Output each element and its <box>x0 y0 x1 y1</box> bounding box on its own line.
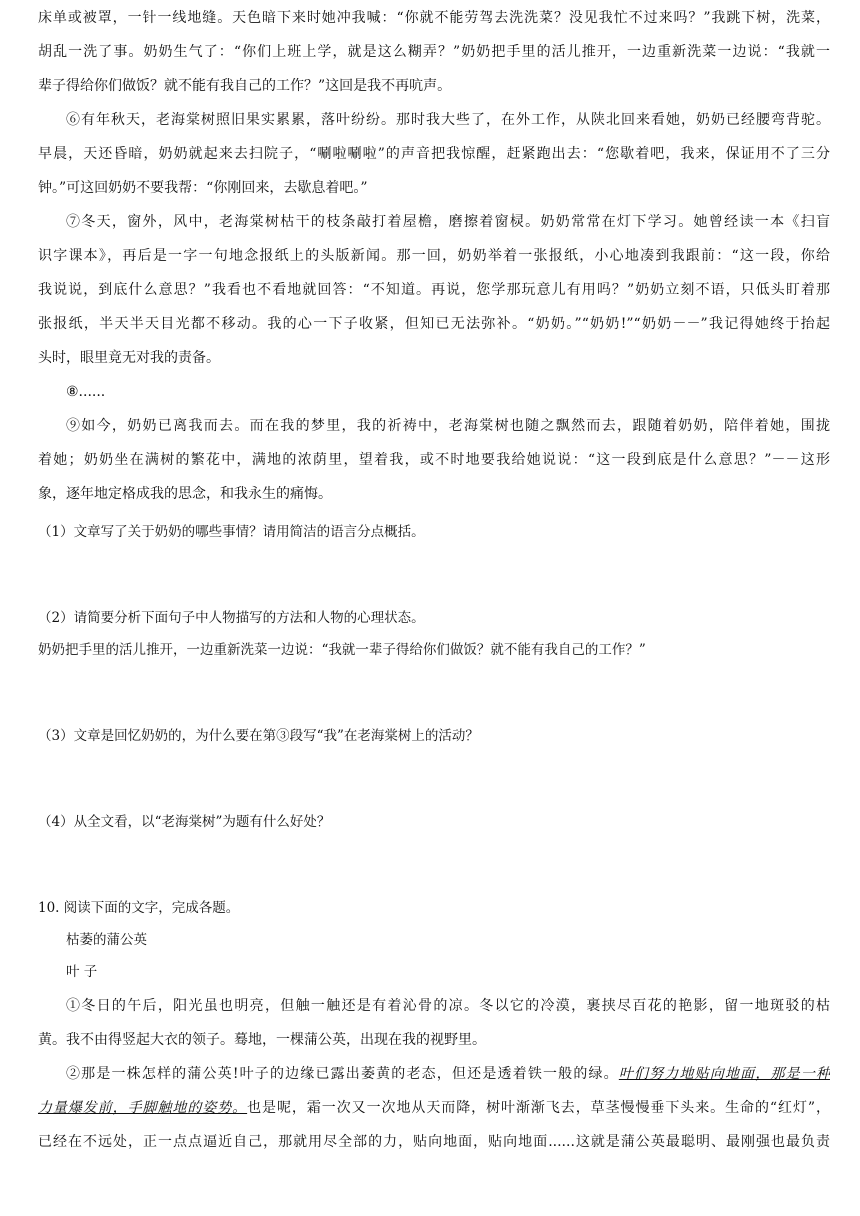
question-2: （2）请简要分析下面句子中人物描写的方法和人物的心理状态。 <box>38 610 425 626</box>
underlined-sentence-part-1: 叶们努力地贴向地面，那是一种 <box>618 1066 830 1082</box>
passage-title: 枯萎的蒲公英 <box>66 932 147 948</box>
question-3: （3）文章是回忆奶奶的，为什么要在第③段写“我”在老海棠树上的活动？ <box>38 728 479 744</box>
paragraph-5-line-3: 辈子得给你们做饭？就不能有我自己的工作？”这回是我不再吭声。 <box>38 78 452 94</box>
paragraph-2-text-continued: 也是呢，霜一次又一次地从天而降，树叶渐渐飞去，草茎慢慢垂下头来。生命的“红灯”， <box>247 1100 830 1116</box>
section-10-heading: 10. 阅读下面的文字，完成各题。 <box>38 900 240 916</box>
paragraph-6-line-1: ⑥有年秋天，老海棠树照旧果实累累，落叶纷纷。那时我大些了，在外工作，从陕北回来看她，奶奶已经腰弯背驼。 <box>66 112 830 128</box>
paragraph-7-line-2: 识字课本》，再后是一字一句地念报纸上的头版新闻。那一回，奶奶举着一张报纸，小心地凑到我跟前：“这一段，你给 <box>38 248 830 264</box>
paragraph-9-line-2: 着她；奶奶坐在满树的繁花中，满地的浓荫里，望着我，或不时地要我给她说说：“这一段到底是什么意思？”－－这形 <box>38 452 830 468</box>
paragraph-5-line-1: 床单或被罩，一针一线地缝。天色暗下来时她冲我喊：“你就不能劳驾去洗洗菜？没见我忙不过来吗？”我跳下树，洗菜， <box>38 10 830 26</box>
question-2-quote: 奶奶把手里的活儿推开，一边重新洗菜一边说：“我就一辈子得给你们做饭？就不能有我自己的工作？” <box>38 642 646 658</box>
paragraph-6-line-2: 早晨，天还昏暗，奶奶就起来去扫院子，“唰啦唰啦”的声音把我惊醒，赶紧跑出去：“您歇着吧，我来，保证用不了三分 <box>38 146 830 162</box>
paragraph-7-line-5: 头时，眼里竟无对我的责备。 <box>38 350 220 366</box>
paragraph-5-line-2: 胡乱一洗了事。奶奶生气了：“你们上班上学，就是这么糊弄？”奶奶把手里的活儿推开，一边重新洗菜一边说：“我就一 <box>38 44 830 60</box>
question-4: （4）从全文看，以“老海棠树”为题有什么好处？ <box>38 814 331 830</box>
paragraph-9-line-3: 象，逐年地定格成我的思念，和我永生的痛悔。 <box>38 486 332 502</box>
paragraph-6-line-3: 钟。”可这回奶奶不要我帮：“你刚回来，去歇息着吧。” <box>38 180 368 196</box>
question-1: （1）文章写了关于奶奶的哪些事情？请用简洁的语言分点概括。 <box>38 524 425 540</box>
section-10-paragraph-1-line-1: ①冬日的午后，阳光虽也明亮，但触一触还是有着沁骨的凉。冬以它的冷漠，裹挟尽百花的艳影，留一地斑驳的枯 <box>66 998 830 1014</box>
paragraph-7-line-4: 张报纸，半天半天目光都不移动。我的心一下子收紧，但知已无法弥补。“奶奶。”“奶奶!”“奶奶－－”我记得她终于抬起 <box>38 316 830 332</box>
section-10-paragraph-2-line-1 <box>66 1064 830 1084</box>
underlined-sentence-part-2: 力量爆发前，手脚触地的姿势。 <box>38 1100 248 1116</box>
passage-author: 叶 子 <box>66 964 98 980</box>
section-10-paragraph-1-line-2: 黄。我不由得竖起大衣的领子。蓦地，一棵蒲公英，出现在我的视野里。 <box>38 1032 486 1048</box>
paragraph-2-text: ②那是一株怎样的蒲公英!叶子的边缘已露出萎黄的老态，但还是透着铁一般的绿。 <box>66 1066 619 1082</box>
paragraph-9-line-1: ⑨如今，奶奶已离我而去。而在我的梦里，我的祈祷中，老海棠树也随之飘然而去，跟随着奶奶，陪伴着她，围拢 <box>66 418 830 434</box>
section-10-paragraph-2-line-3: 已经在不远处，正一点点逼近自己，那就用尽全部的力，贴向地面，贴向地面......这就是蒲公英最聪明、最刚强也最负责 <box>38 1134 830 1150</box>
paragraph-8: ⑧...... <box>66 384 106 400</box>
paragraph-7-line-1: ⑦冬天，窗外，风中，老海棠树枯干的枝条敲打着屋檐，磨擦着窗棂。奶奶常常在灯下学习。她曾经读一本《扫盲 <box>66 214 830 230</box>
paragraph-7-line-3: 我说说，到底什么意思？”我看也不看地就回答：“不知道。再说，您学那玩意儿有用吗？”奶奶立刻不语，只低头盯着那 <box>38 282 830 298</box>
section-10-paragraph-2-line-2 <box>38 1098 830 1118</box>
